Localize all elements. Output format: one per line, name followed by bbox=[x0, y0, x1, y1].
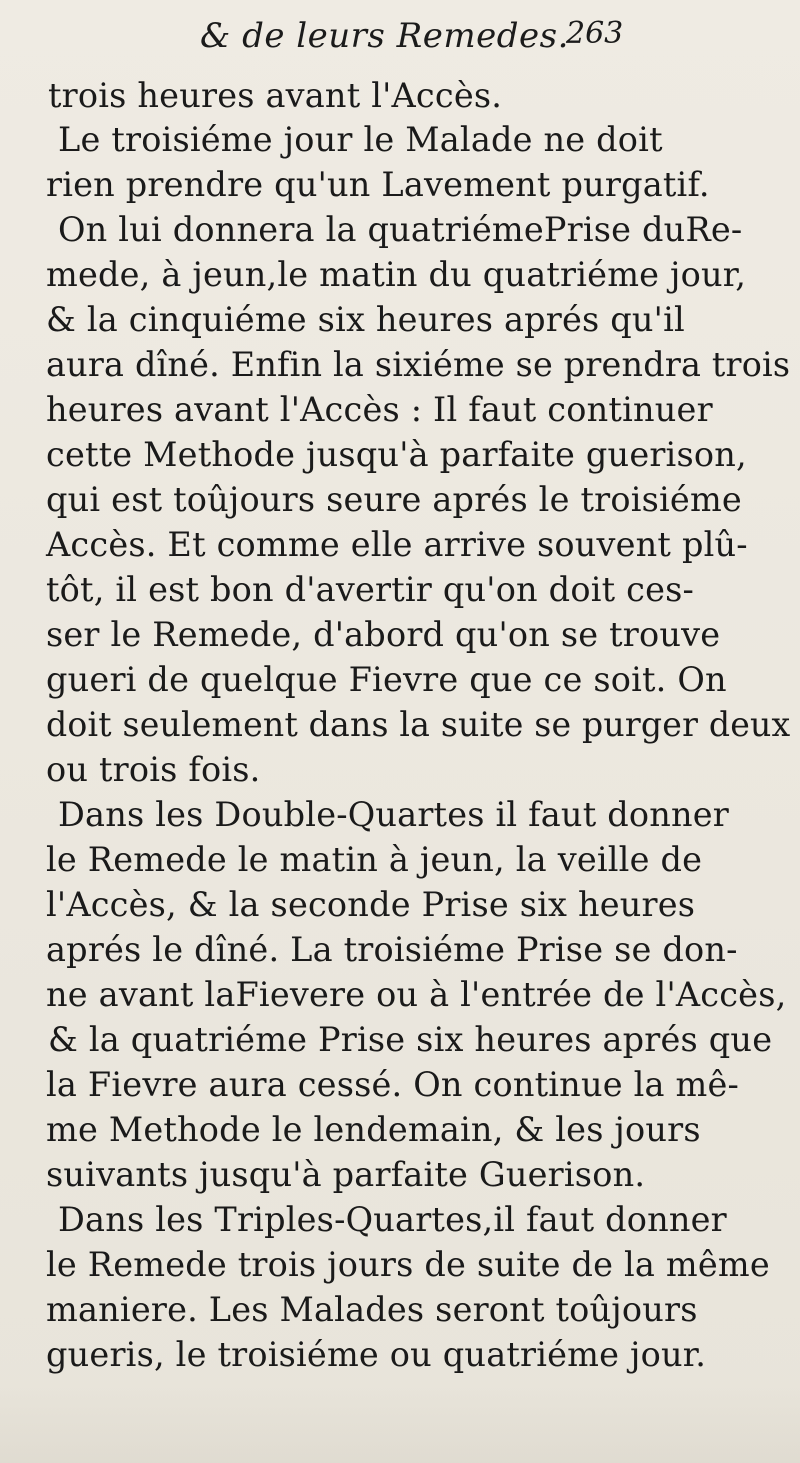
text-line: qui est toûjours seure aprés le troisiéme bbox=[46, 480, 742, 519]
page-number: 263 bbox=[566, 16, 624, 51]
text-line: l'Accès, & la seconde Prise six heures bbox=[46, 885, 696, 924]
text-line: ne avant laFievere ou à l'entrée de l'Accès, bbox=[46, 975, 787, 1014]
text-line: mede, à jeun,le matin du quatriéme jour, bbox=[46, 255, 747, 294]
text-line: gueri de quelque Fievre que ce soit. On bbox=[46, 660, 727, 699]
text-line: aprés le dîné. La troisiéme Prise se don- bbox=[46, 930, 738, 969]
text-line: ou trois fois. bbox=[46, 750, 261, 789]
text-line: doit seulement dans la suite se purger deux bbox=[46, 705, 791, 744]
text-line: On lui donnera la quatriémePrise duRe- bbox=[58, 210, 743, 249]
body-text bbox=[0, 76, 800, 1416]
text-line: Dans les Double-Quartes il faut donner bbox=[58, 795, 730, 834]
text-line: gueris, le troisiéme ou quatriéme jour. bbox=[46, 1335, 707, 1374]
text-line: Accès. Et comme elle arrive souvent plû- bbox=[46, 525, 748, 564]
text-line: la Fievre aura cessé. On continue la mê- bbox=[46, 1065, 740, 1104]
text-line: suivants jusqu'à parfaite Guerison. bbox=[46, 1155, 646, 1194]
page-header bbox=[0, 10, 800, 70]
text-line: cette Methode jusqu'à parfaite guerison, bbox=[46, 435, 747, 474]
text-line: Le troisiéme jour le Malade ne doit bbox=[58, 120, 663, 159]
text-line: le Remede trois jours de suite de la même bbox=[46, 1245, 770, 1284]
text-line: maniere. Les Malades seront toûjours bbox=[46, 1290, 698, 1329]
text-line: ser le Remede, d'abord qu'on se trouve bbox=[46, 615, 721, 654]
text-line: heures avant l'Accès : Il faut continuer bbox=[46, 390, 713, 429]
text-line: aura dîné. Enfin la sixiéme se prendra trois bbox=[46, 345, 791, 384]
page-edge-shading bbox=[0, 1380, 800, 1463]
text-line: & la quatriéme Prise six heures aprés que bbox=[48, 1020, 773, 1059]
text-line: tôt, il est bon d'avertir qu'on doit ces- bbox=[46, 570, 695, 609]
text-line: & la cinquiéme six heures aprés qu'il bbox=[46, 300, 685, 339]
text-line: Dans les Triples-Quartes,il faut donner bbox=[58, 1200, 727, 1239]
text-line: rien prendre qu'un Lavement purgatif. bbox=[46, 165, 710, 204]
text-line: trois heures avant l'Accès. bbox=[48, 76, 503, 115]
running-title: & de leurs Remedes. bbox=[200, 16, 569, 56]
text-line: le Remede le matin à jeun, la veille de bbox=[46, 840, 703, 879]
text-line: me Methode le lendemain, & les jours bbox=[46, 1110, 701, 1149]
